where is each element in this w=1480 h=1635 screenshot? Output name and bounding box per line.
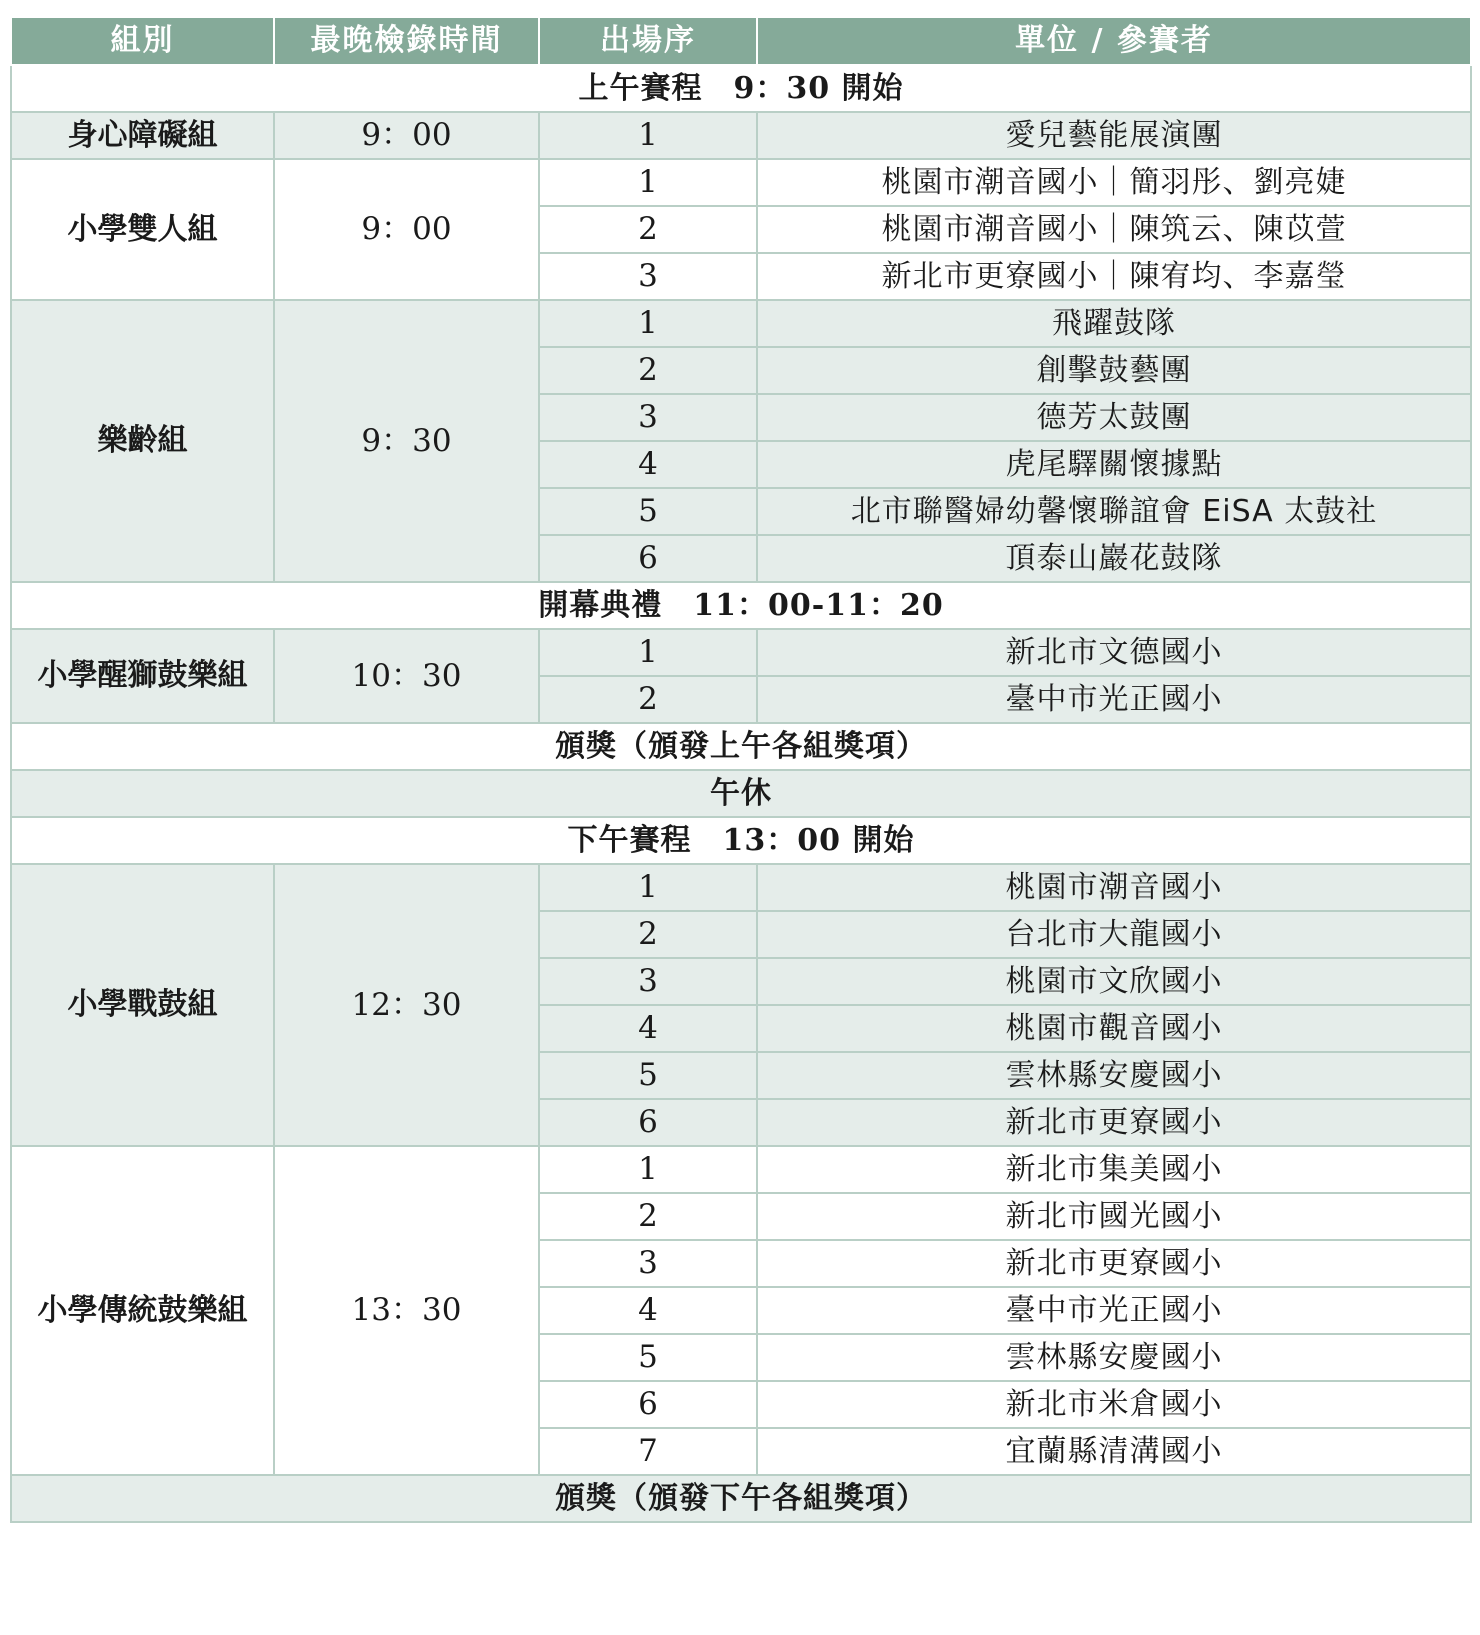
table-row <box>11 629 1471 676</box>
unit-name: 新北市更寮國小 <box>757 1240 1471 1287</box>
unit-name: 創擊鼓藝團 <box>757 347 1471 394</box>
order-number: 2 <box>539 347 757 394</box>
checkin-time: 12：30 <box>274 864 539 1146</box>
order-number: 3 <box>539 958 757 1005</box>
section-title: 開幕典禮 11：00-11：20 <box>11 582 1471 629</box>
table-row <box>11 112 1471 159</box>
group-name: 小學戰鼓組 <box>11 864 274 1146</box>
section-row <box>11 582 1471 629</box>
order-number: 6 <box>539 535 757 582</box>
section-row <box>11 770 1471 817</box>
group-name: 小學傳統鼓樂組 <box>11 1146 274 1475</box>
group-name: 小學雙人組 <box>11 159 274 300</box>
order-number: 1 <box>539 1146 757 1193</box>
unit-name: 新北市更寮國小 <box>757 1099 1471 1146</box>
order-number: 5 <box>539 1334 757 1381</box>
unit-name: 虎尾驛關懷據點 <box>757 441 1471 488</box>
unit-name: 新北市文德國小 <box>757 629 1471 676</box>
order-number: 2 <box>539 911 757 958</box>
order-number: 2 <box>539 1193 757 1240</box>
unit-name: 宜蘭縣清溝國小 <box>757 1428 1471 1475</box>
group-name: 小學醒獅鼓樂組 <box>11 629 274 723</box>
order-number: 2 <box>539 676 757 723</box>
unit-name: 桃園市觀音國小 <box>757 1005 1471 1052</box>
table-row <box>11 159 1471 206</box>
checkin-time: 9：30 <box>274 300 539 582</box>
order-number: 1 <box>539 159 757 206</box>
section-title: 頒獎（頒發上午各組獎項） <box>11 723 1471 770</box>
header-order: 出場序 <box>539 18 757 65</box>
section-title: 午休 <box>11 770 1471 817</box>
order-number: 4 <box>539 1005 757 1052</box>
table-row <box>11 1146 1471 1193</box>
checkin-time: 13：30 <box>274 1146 539 1475</box>
group-name: 身心障礙組 <box>11 112 274 159</box>
order-number: 5 <box>539 488 757 535</box>
unit-name: 桃園市文欣國小 <box>757 958 1471 1005</box>
order-number: 4 <box>539 1287 757 1334</box>
order-number: 3 <box>539 394 757 441</box>
order-number: 5 <box>539 1052 757 1099</box>
unit-name: 飛躍鼓隊 <box>757 300 1471 347</box>
header-unit: 單位 / 參賽者 <box>757 18 1471 65</box>
unit-name: 新北市國光國小 <box>757 1193 1471 1240</box>
unit-name: 台北市大龍國小 <box>757 911 1471 958</box>
unit-name: 頂泰山巖花鼓隊 <box>757 535 1471 582</box>
unit-name: 桃園市潮音國小 <box>757 864 1471 911</box>
unit-name: 新北市更寮國小｜陳宥均、李嘉瑩 <box>757 253 1471 300</box>
order-number: 3 <box>539 1240 757 1287</box>
unit-name: 愛兒藝能展演團 <box>757 112 1471 159</box>
unit-name: 雲林縣安慶國小 <box>757 1052 1471 1099</box>
checkin-time: 9：00 <box>274 159 539 300</box>
schedule-body <box>11 65 1471 1522</box>
group-name: 樂齡組 <box>11 300 274 582</box>
header-row <box>11 18 1471 65</box>
unit-name: 桃園市潮音國小｜簡羽彤、劉亮婕 <box>757 159 1471 206</box>
schedule-table <box>10 18 1472 1523</box>
order-number: 3 <box>539 253 757 300</box>
unit-name: 臺中市光正國小 <box>757 676 1471 723</box>
order-number: 1 <box>539 629 757 676</box>
section-row <box>11 723 1471 770</box>
section-title: 下午賽程 13：00 開始 <box>11 817 1471 864</box>
order-number: 1 <box>539 112 757 159</box>
table-row <box>11 864 1471 911</box>
order-number: 2 <box>539 206 757 253</box>
unit-name: 德芳太鼓團 <box>757 394 1471 441</box>
section-row <box>11 1475 1471 1522</box>
unit-name: 新北市米倉國小 <box>757 1381 1471 1428</box>
table-row <box>11 300 1471 347</box>
checkin-time: 10：30 <box>274 629 539 723</box>
section-title: 頒獎（頒發下午各組獎項） <box>11 1475 1471 1522</box>
order-number: 6 <box>539 1099 757 1146</box>
section-row <box>11 817 1471 864</box>
unit-name: 臺中市光正國小 <box>757 1287 1471 1334</box>
unit-name: 雲林縣安慶國小 <box>757 1334 1471 1381</box>
checkin-time: 9：00 <box>274 112 539 159</box>
order-number: 1 <box>539 300 757 347</box>
header-group: 組別 <box>11 18 274 65</box>
header-checkin-time: 最晚檢錄時間 <box>274 18 539 65</box>
order-number: 1 <box>539 864 757 911</box>
order-number: 7 <box>539 1428 757 1475</box>
unit-name: 新北市集美國小 <box>757 1146 1471 1193</box>
order-number: 6 <box>539 1381 757 1428</box>
order-number: 4 <box>539 441 757 488</box>
unit-name: 桃園市潮音國小｜陳筑云、陳苡萱 <box>757 206 1471 253</box>
section-title: 上午賽程 9：30 開始 <box>11 65 1471 112</box>
section-row <box>11 65 1471 112</box>
unit-name: 北市聯醫婦幼馨懷聯誼會 EiSA 太鼓社 <box>757 488 1471 535</box>
